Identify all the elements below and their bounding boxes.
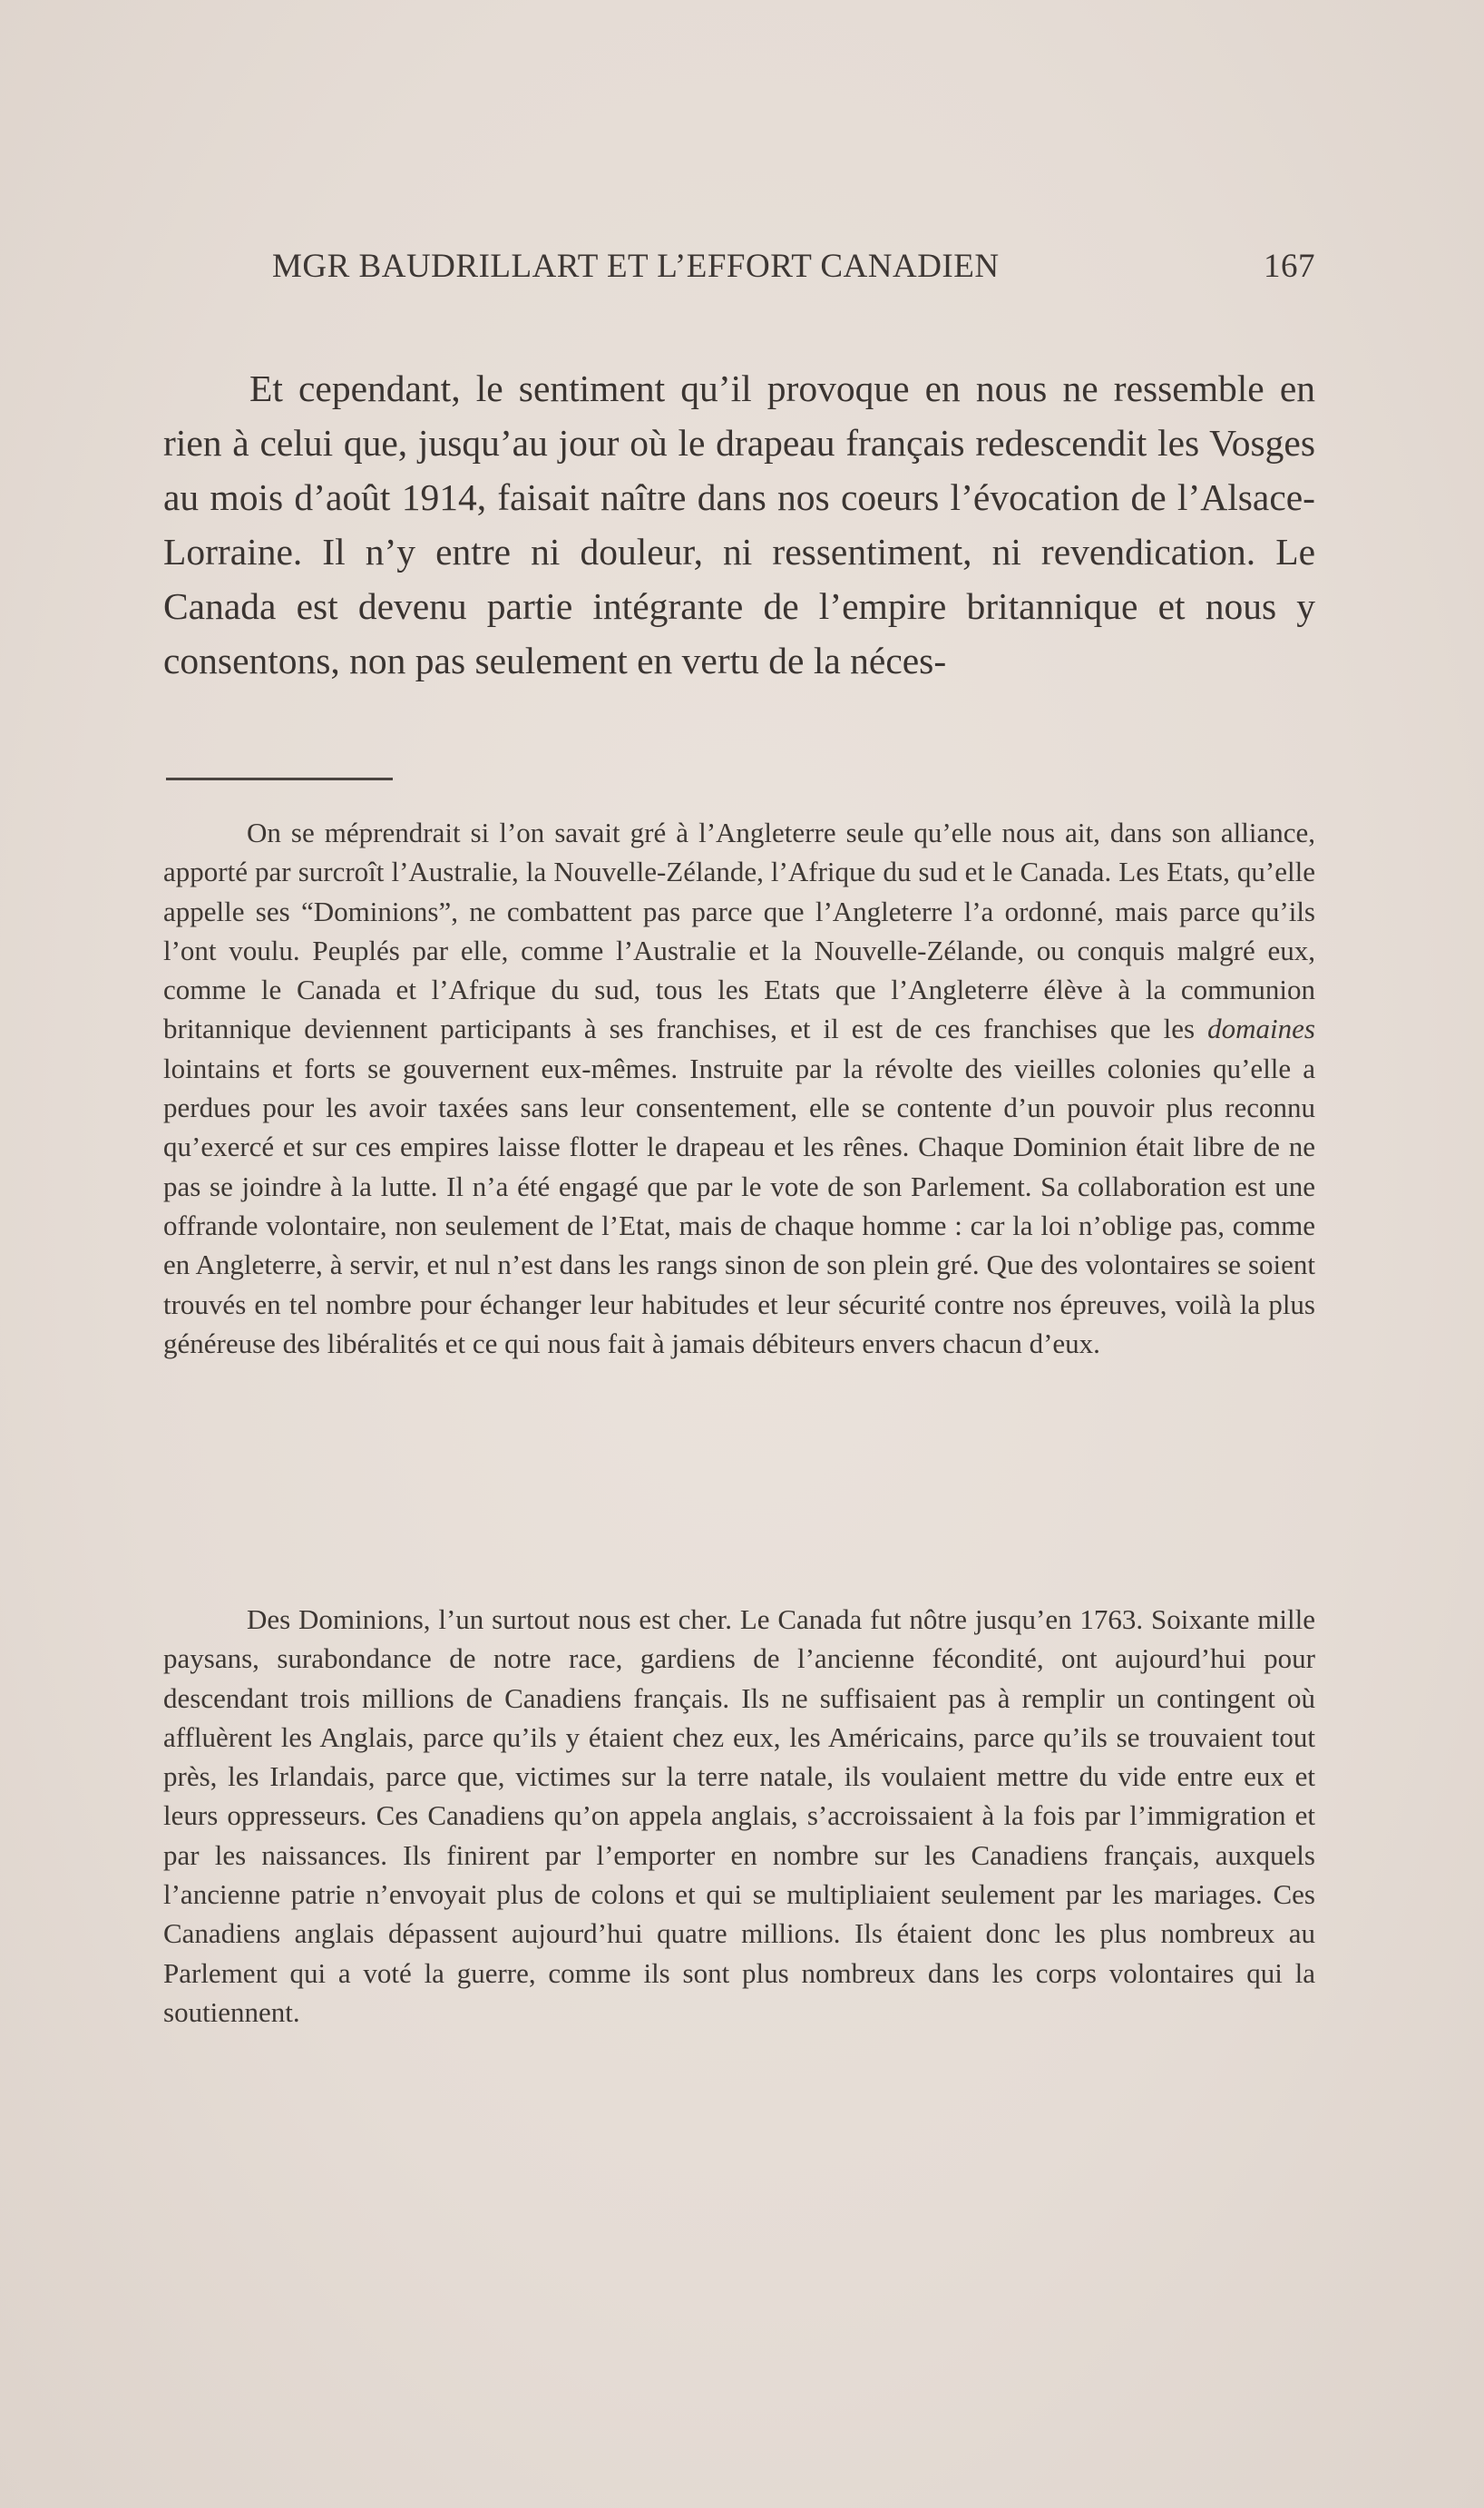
footnote-text-part-1: On se méprendrait si l’on savait gré à l’Angleterre seule qu’elle nous ait, dans son alliance, apporté par surcroît l’Australie, la Nouvelle-Zélande, l’Afrique du sud et le Canada. Les Etats, qu’elle appelle ses “Dominions”, ne combattent pas parce que l’Angleterre l’a ordonné, mais parce qu’ils l’ont voulu. Peuplés par elle, comme l’Australie et la Nouvelle-Zélande, ou conquis malgré eux, comme le Canada et l’Afrique du sud, tous les Etats que l’Angleterre élève à la communion britannique deviennent participants à ses franchises, et il est de ces franchises que les <box>163 817 1315 1045</box>
running-head <box>272 247 1315 292</box>
page-number: 167 <box>1264 248 1315 285</box>
footnote-text-part-2: lointains et forts se gouvernent eux-mêmes. Instruite par la révolte des vieilles colonies qu’elle a perdues pour les avoir taxées sans leur consentement, elle se contente d’un pouvoir plus reconnu qu’exercé et sur ces empires laisse flotter le drapeau et les rênes. Chaque Dominion était libre de ne pas se joindre à la lutte. Il n’a été engagé que par le vote de son Parlement. Sa collaboration est une offrande volontaire, non seulement de l’Etat, mais de chaque homme : car la loi n’oblige pas, comme en Angleterre, à servir, et nul n’est dans les rangs sinon de son plein gré. Que des volontaires se soient trouvés en tel nombre pour échanger leur habitudes et leur sécurité contre nos épreuves, voilà la plus généreuse des libéralités et ce qui nous fait à jamais débiteurs envers chacun d’eux. <box>163 1052 1315 1359</box>
running-title: MGR BAUDRILLART ET L’EFFORT CANADIEN <box>272 248 1000 285</box>
footnote-emphasis: domaines <box>1207 1013 1315 1045</box>
footnote-paragraph-1 <box>163 813 1315 1363</box>
body-paragraph: Et cependant, le sentiment qu’il provoque en nous ne ressemble en rien à celui que, jusqu’au jour où le drapeau français redescendit les Vosges au mois d’août 1914, faisait naître dans nos coeurs l’évocation de l’Alsace-Lorraine. Il n’y entre ni douleur, ni ressentiment, ni revendication. Le Canada est devenu partie intégrante de l’empire britannique et nous y consentons, non pas seulement en vertu de la néces- <box>163 367 1315 681</box>
footnote-separator-rule <box>166 778 393 780</box>
footnote-paragraph-2: Des Dominions, l’un surtout nous est cher. Le Canada fut nôtre jusqu’en 1763. Soixante mille paysans, surabondance de notre race, gardiens de l’ancienne fécondité, ont aujourd’hui pour descendant trois millions de Canadiens français. Ils ne suffisaient pas à remplir un contingent où affluèrent les Anglais, parce qu’ils y étaient chez eux, les Américains, parce qu’ils se trouvaient tout près, les Irlandais, parce que, victimes sur la terre natale, ils voulaient mettre du vide entre eux et leurs oppresseurs. Ces Canadiens qu’on appela anglais, s’accroissaient à la fois par l’immigration et par les naissances. Ils finirent par l’emporter en nombre sur les Canadiens français, auxquels l’ancienne patrie n’envoyait plus de colons et qui se multipliaient seulement par les mariages. Ces Canadiens anglais dépassent aujourd’hui quatre millions. Ils étaient donc les plus nombreux au Parlement qui a voté la guerre, comme ils sont plus nombreux dans les corps volontaires qui la soutiennent. <box>163 1603 1315 2028</box>
